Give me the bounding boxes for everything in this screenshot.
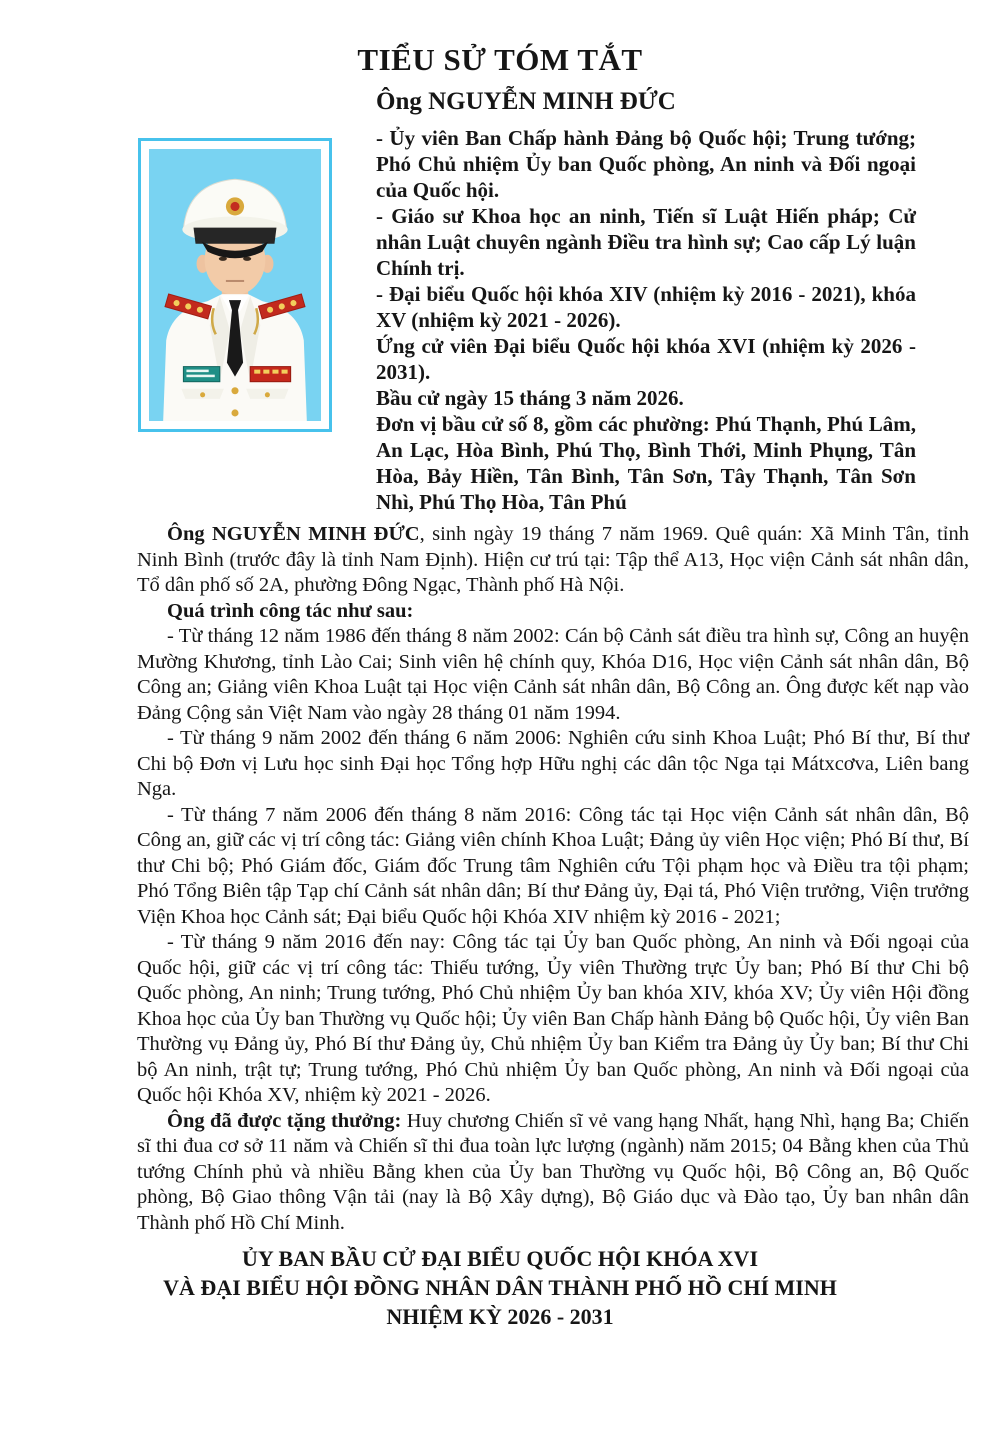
footer-line: VÀ ĐẠI BIỂU HỘI ĐỒNG NHÂN DÂN THÀNH PHỐ HỒ CHÍ MINH <box>163 1275 837 1300</box>
summary-item: Bầu cử ngày 15 tháng 3 năm 2026. <box>376 386 684 410</box>
footer-line: NHIỆM KỲ 2026 - 2031 <box>386 1304 614 1329</box>
footer-line: ỦY BAN BẦU CỬ ĐẠI BIỂU QUỐC HỘI KHÓA XVI <box>241 1246 759 1271</box>
body-paragraph <box>137 726 969 803</box>
paragraph-lead: Ông NGUYỄN MINH ĐỨC <box>167 523 420 545</box>
portrait-photo-frame <box>138 138 332 432</box>
body-paragraph <box>137 624 969 726</box>
summary-item: - Giáo sư Khoa học an ninh, Tiến sĩ Luật Hiến pháp; Cử nhân Luật chuyên ngành Điều tra hình sự; Cao cấp Lý luận Chính trị. <box>376 204 916 280</box>
paragraph-text: , sinh ngày 19 tháng 7 năm 1969. Quê quán: Xã Minh Tân, tỉnh Ninh Bình (trước đây là tỉnh Nam Định). Hiện cư trú tại: Tập thể A13, Học viện Cảnh sát nhân dân, Tổ dân phố số 2A, phường Đông Ngạc, Thành phố Hà Nội. <box>137 523 969 596</box>
summary-item: - Ủy viên Ban Chấp hành Đảng bộ Quốc hội; Trung tướng; Phó Chủ nhiệm Ủy ban Quốc phòng, An ninh và Đối ngoại của Quốc hội. <box>376 126 916 202</box>
summary-item: Ứng cử viên Đại biểu Quốc hội khóa XVI (nhiệm kỳ 2026 - 2031). <box>376 334 916 384</box>
summary-list <box>376 125 916 515</box>
paragraph-lead: Quá trình công tác như sau: <box>167 599 414 622</box>
body-paragraph <box>137 1109 969 1237</box>
candidate-name: Ông NGUYỄN MINH ĐỨC <box>376 88 676 115</box>
paragraph-lead: Ông đã được tặng thưởng: <box>167 1109 402 1132</box>
biography-body <box>137 522 969 1236</box>
paragraph-text: Huy chương Chiến sĩ vẻ vang hạng Nhất, hạng Nhì, hạng Ba; Chiến sĩ thi đua cơ sở 11 năm và Chiến sĩ thi đua toàn lực lượng (ngành) năm 2015; 04 Bằng khen của Thủ tướng Chính phủ và nhiều Bằng khen của Ủy ban Thường vụ Quốc hội, Bộ Công an, Bộ Quốc phòng, Bộ Giao thông Vận tải (nay là Bộ Xây dựng), Bộ Giáo dục và Đào tạo, Ủy ban nhân dân Thành phố Hồ Chí Minh. <box>137 1109 969 1234</box>
issuing-committee-footer <box>0 1244 1000 1331</box>
paragraph-text: - Từ tháng 7 năm 2006 đến tháng 8 năm 2016: Công tác tại Học viện Cảnh sát nhân dân, Bộ Công an, giữ các vị trí công tác: Giảng viên chính Khoa Luật; Đảng ủy viên Học viện; Phó Bí thư, Bí thư Chi bộ; Phó Giám đốc, Giám đốc Trung tâm Nghiên cứu Tội phạm học và Điều tra tội phạm; Phó Tổng Biên tập Tạp chí Cảnh sát nhân dân; Bí thư Đảng ủy, Đại tá, Phó Viện trưởng, Viện trưởng Viện Khoa học Cảnh sát; Đại biểu Quốc hội Khóa XIV nhiệm kỳ 2016 - 2021; <box>137 803 969 928</box>
paragraph-text: - Từ tháng 12 năm 1986 đến tháng 8 năm 2002: Cán bộ Cảnh sát điều tra hình sự, Công an huyện Mường Khương, tỉnh Lào Cai; Sinh viên hệ chính quy, Khóa D16, Học viện Cảnh sát nhân dân, Bộ Công an; Giảng viên Khoa Luật tại Học viện Cảnh sát nhân dân, Bộ Công an. Ông được kết nạp vào Đảng Cộng sản Việt Nam vào ngày 28 tháng 01 năm 1994. <box>137 625 969 724</box>
body-paragraph <box>137 599 969 625</box>
paragraph-text: - Từ tháng 9 năm 2016 đến nay: Công tác tại Ủy ban Quốc phòng, An ninh và Đối ngoại của Quốc hội, giữ các vị trí công tác: Thiếu tướng, Ủy viên Thường trực Ủy ban; Phó Bí thư Chi bộ Quốc phòng, An ninh; Trung tướng, Phó Chủ nhiệm Ủy ban khóa XIV, khóa XV; Ủy viên Hội đồng Khoa học của Ủy ban Thường vụ Quốc hội; Ủy viên Ban Chấp hành Đảng bộ Quốc hội, Ủy viên Ban Thường vụ Đảng ủy, Phó Bí thư Đảng ủy, Chủ nhiệm Ủy ban Kiểm tra Đảng ủy Ủy ban; Bí thư Chi bộ An ninh, trật tự; Trung tướng, Phó Chủ nhiệm Ủy ban Quốc phòng, An ninh và Đối ngoại của Quốc hội Khóa XV, nhiệm kỳ 2021 - 2026. <box>137 931 969 1106</box>
page-title: TIỂU SỬ TÓM TẮT <box>357 42 643 77</box>
summary-item: Đơn vị bầu cử số 8, gồm các phường: Phú Thạnh, Phú Lâm, An Lạc, Hòa Bình, Phú Thọ, Bình Thới, Minh Phụng, Tân Hòa, Bảy Hiền, Tân Bình, Tân Sơn, Tây Thạnh, Tân Sơn Nhì, Phú Thọ Hòa, Tân Phú <box>376 412 916 514</box>
header-summary-column <box>376 88 916 515</box>
portrait-photo <box>149 149 321 421</box>
summary-item: - Đại biểu Quốc hội khóa XIV (nhiệm kỳ 2016 - 2021), khóa XV (nhiệm kỳ 2021 - 2026). <box>376 282 916 332</box>
body-paragraph <box>137 930 969 1109</box>
body-paragraph <box>137 803 969 931</box>
body-paragraph <box>137 522 969 599</box>
paragraph-text: - Từ tháng 9 năm 2002 đến tháng 6 năm 2006: Nghiên cứu sinh Khoa Luật; Phó Bí thư, Bí thư Chi bộ Đơn vị Lưu học sinh Đại học Tổng hợp Hữu nghị các dân tộc Nga tại Mátxcơva, Liên bang Nga. <box>137 727 969 800</box>
